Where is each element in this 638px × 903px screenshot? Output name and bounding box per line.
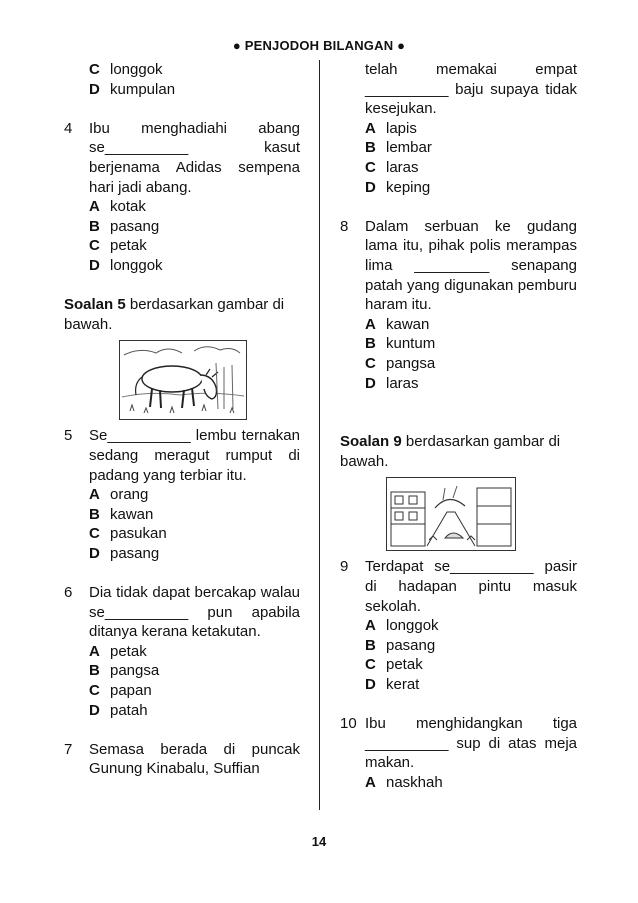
option-d: D laras [365, 374, 419, 392]
option-c: C petak [365, 656, 423, 674]
option-a: A orang [89, 486, 149, 504]
question-4: 4 Ibu menghadiahi abang se__________ kasut berjenama Adidas sempena hari jadi abang. [64, 119, 300, 196]
question-9: 9 Terdapat se__________ pasir di hadapan pintu masuk sekolah. [340, 558, 577, 615]
option-c: C petak [89, 237, 147, 255]
option-b: B pangsa [89, 662, 160, 680]
option-b: B pasang [89, 217, 160, 235]
option-b: B kuntum [365, 335, 436, 353]
column-divider [319, 60, 320, 810]
option-b: B kawan [89, 505, 154, 523]
option-a: A longgok [365, 617, 439, 635]
option-c: C papan [89, 682, 152, 700]
option-c: C pangsa [365, 354, 436, 372]
page-header: ● PENJODOH BILANGAN ● [232, 38, 406, 53]
question-10: 10 Ibu menghidangkan tiga __________ sup di atas meja makan. [340, 715, 577, 772]
left-column [64, 60, 300, 779]
option-b: B pasang [365, 636, 436, 654]
option-d: D patah [89, 701, 148, 719]
question-6: 6 Dia tidak dapat bercakap walau se__________ pun apabila ditanya kerana ketakutan. [64, 584, 300, 641]
option-a: A kawan [365, 315, 430, 333]
option-d: D keping [365, 178, 431, 196]
right-column [340, 60, 577, 793]
question-9-intro: Soalan 9 berdasarkan gambar di bawah. [340, 433, 561, 470]
option-d: D longgok [89, 256, 163, 274]
option-b: B lembar [365, 139, 432, 157]
option-a: A lapis [365, 119, 417, 137]
option-a: A naskhah [365, 774, 443, 791]
question-5: 5 Se__________ lembu ternakan sedang meragut rumput di padang yang terbiar itu. [64, 427, 300, 484]
school-sand-image [386, 477, 516, 551]
page-number: 14 [311, 834, 327, 849]
question-7: 7 Semasa berada di puncak Gunung Kinabalu, Suffian [64, 740, 300, 778]
cow-grazing-image [119, 340, 247, 420]
cow-illustration [120, 341, 246, 419]
option-d: D kumpulan [89, 80, 176, 98]
option-c: C pasukan [89, 525, 167, 543]
question-7-continued: telah memakai empat __________ baju supaya tidak kesejukan. [365, 61, 577, 118]
option-a: A petak [89, 642, 147, 660]
question-5-intro: Soalan 5 berdasarkan gambar di bawah. [64, 296, 285, 333]
option-c: C laras [365, 158, 419, 176]
option-d: D pasang [89, 544, 160, 562]
option-a: A kotak [89, 198, 146, 216]
question-8: 8 Dalam serbuan ke gudang lama itu, pihak polis merampas lima _________ senapang patah yang digunakan pemburu haram itu. [340, 217, 577, 314]
option-c: C longgok [89, 61, 163, 78]
school-illustration [387, 478, 515, 550]
option-d: D kerat [365, 676, 420, 694]
